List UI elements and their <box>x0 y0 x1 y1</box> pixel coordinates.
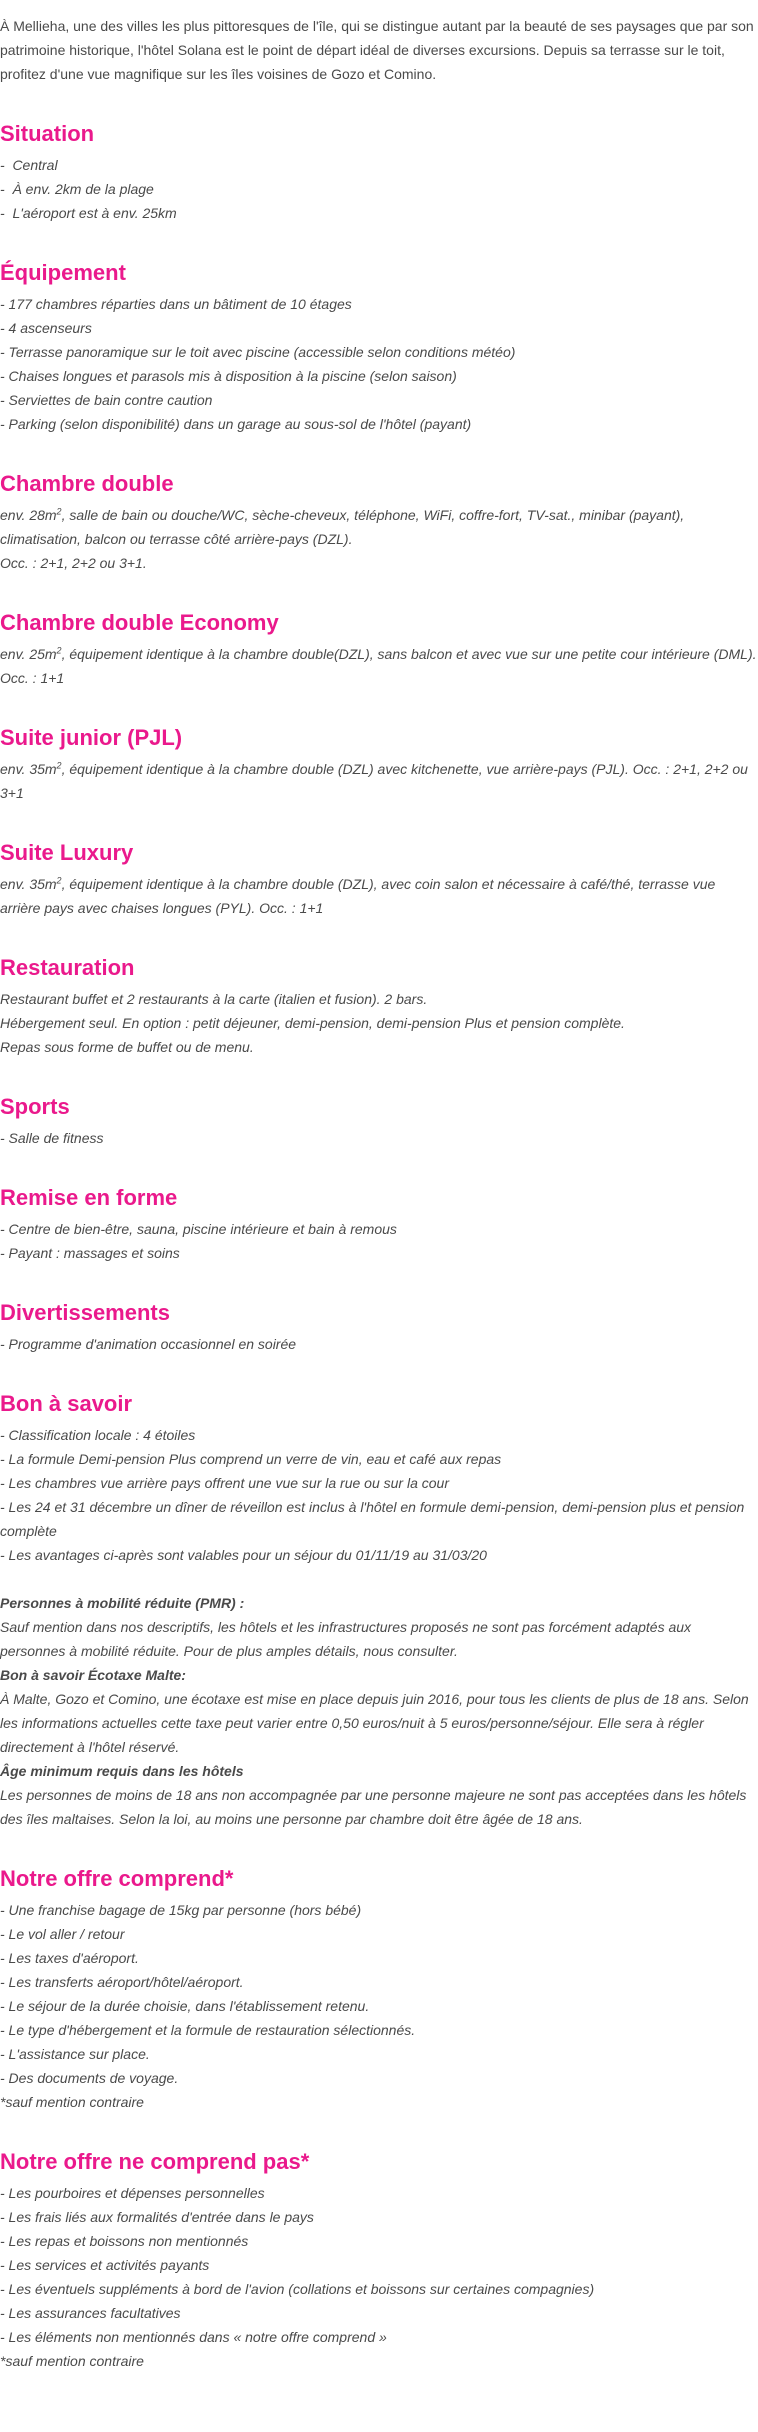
list-item: - La formule Demi-pension Plus comprend un verre de vin, eau et café aux repas <box>0 1451 502 1467</box>
list-item: - Les services et activités payants <box>0 2257 210 2273</box>
list-item: - L'aéroport est à env. 25km <box>0 205 177 221</box>
list-item: - Le type d'hébergement et la formule de restauration sélectionnés. <box>0 2022 416 2038</box>
list-item: - Les taxes d'aéroport. <box>0 1950 139 1966</box>
section-bon-a-savoir <box>0 1388 758 1831</box>
area-text: env. 28m <box>0 507 57 523</box>
heading-equipement: Équipement <box>0 260 126 285</box>
list-item: - Une franchise bagage de 15kg par personne (hors bébé) <box>0 1902 362 1918</box>
situation-list <box>0 153 758 225</box>
heading-suite-junior: Suite junior (PJL) <box>0 725 183 750</box>
list-item: - Les avantages ci-après sont valables pour un séjour du 01/11/19 au 31/03/20 <box>0 1547 487 1563</box>
pmr-text: Sauf mention dans nos descriptifs, les hôtels et les infrastructures proposés ne sont pas forcément adaptés aux personnes à mobilité réduite. Pour de plus amples détails, nous consulter. <box>0 1619 692 1659</box>
bon-list <box>0 1423 758 1567</box>
list-item: - Programme d'animation occasionnel en soirée <box>0 1336 297 1352</box>
chambre-double-occ: Occ. : 2+1, 2+2 ou 3+1. <box>0 555 147 571</box>
divert-list <box>0 1332 758 1356</box>
age-text: Les personnes de moins de 18 ans non accompagnée par une personne majeure ne sont pas acceptées dans les hôtels des îles maltaises. Selon la loi, au moins une personne par chambre doit être âgée de 18 ans. <box>0 1787 747 1827</box>
list-item: - Chaises longues et parasols mis à disposition à la piscine (selon saison) <box>0 368 457 384</box>
chambre-double-text <box>0 503 758 551</box>
section-suite-luxury <box>0 837 758 920</box>
heading-chambre-economy: Chambre double Economy <box>0 610 279 635</box>
list-item: - Des documents de voyage. <box>0 2070 179 2086</box>
list-item: - Serviettes de bain contre caution <box>0 392 213 408</box>
section-restauration <box>0 952 758 1059</box>
list-item: - 177 chambres réparties dans un bâtiment de 10 étages <box>0 296 352 312</box>
section-chambre-economy <box>0 607 758 690</box>
heading-bon-a-savoir: Bon à savoir <box>0 1391 133 1416</box>
list-item: - L'assistance sur place. <box>0 2046 150 2062</box>
list-item: - Le séjour de la durée choisie, dans l'établissement retenu. <box>0 1998 370 2014</box>
ecotaxe-heading: Bon à savoir Écotaxe Malte: <box>0 1667 186 1683</box>
list-item: - Parking (selon disponibilité) dans un garage au sous-sol de l'hôtel (payant) <box>0 416 472 432</box>
section-divertissements <box>0 1297 758 1356</box>
section-sports <box>0 1091 758 1150</box>
chambre-economy-text <box>0 642 758 690</box>
list-item: - 4 ascenseurs <box>0 320 92 336</box>
list-item: - Central <box>0 157 58 173</box>
list-item: - À env. 2km de la plage <box>0 181 154 197</box>
area-unit-sup: 2 <box>56 506 62 517</box>
description-text: , équipement identique à la chambre double(DZL), sans balcon et avec vue sur une petite cour intérieure (DML). Occ. : 1+1 <box>0 646 757 686</box>
list-item: - Les chambres vue arrière pays offrent une vue sur la rue ou sur la cour <box>0 1475 449 1491</box>
list-item: - Terrasse panoramique sur le toit avec piscine (accessible selon conditions météo) <box>0 344 516 360</box>
suite-luxury-text <box>0 872 758 920</box>
list-item: - Les éventuels suppléments à bord de l'avion (collations et boissons sur certaines compagnies) <box>0 2281 595 2297</box>
description-text: , équipement identique à la chambre double (DZL) avec kitchenette, vue arrière-pays (PJL). Occ. : 2+1, 2+2 ou 3+1 <box>0 761 748 801</box>
heading-suite-luxury: Suite Luxury <box>0 840 134 865</box>
restauration-line: Hébergement seul. En option : petit déjeuner, demi-pension, demi-pension Plus et pension complète. <box>0 1015 625 1031</box>
list-item: - Les assurances facultatives <box>0 2305 181 2321</box>
heading-offre-comprend: Notre offre comprend* <box>0 1866 234 1891</box>
section-remise-en-forme <box>0 1182 758 1265</box>
section-chambre-double <box>0 468 758 575</box>
heading-restauration: Restauration <box>0 955 135 980</box>
heading-chambre-double: Chambre double <box>0 471 174 496</box>
area-text: env. 35m <box>0 876 57 892</box>
hotel-description <box>0 14 758 2373</box>
area-text: env. 25m <box>0 646 57 662</box>
description-text: , salle de bain ou douche/WC, sèche-cheveux, téléphone, WiFi, coffre-fort, TV-sat., minibar (payant), climatisation, balcon ou terrasse côté arrière-pays (DZL). <box>0 507 685 547</box>
area-text: env. 35m <box>0 761 57 777</box>
equipement-list <box>0 292 758 436</box>
list-item: - Centre de bien-être, sauna, piscine intérieure et bain à remous <box>0 1221 397 1237</box>
area-unit-sup: 2 <box>56 645 62 656</box>
heading-remise-en-forme: Remise en forme <box>0 1185 178 1210</box>
list-item: - Les pourboires et dépenses personnelles <box>0 2185 265 2201</box>
list-item: - Payant : massages et soins <box>0 1245 180 1261</box>
offre-non-list <box>0 2181 758 2349</box>
restauration-line: Repas sous forme de buffet ou de menu. <box>0 1039 254 1055</box>
description-text: , équipement identique à la chambre double (DZL), avec coin salon et nécessaire à café/thé, terrasse vue arrière pays avec chaises longues (PYL). Occ. : 1+1 <box>0 876 716 916</box>
list-item: - Les 24 et 31 décembre un dîner de réveillon est inclus à l'hôtel en formule demi-pension, demi-pension plus et pension complète <box>0 1499 745 1539</box>
remise-list <box>0 1217 758 1265</box>
heading-divertissements: Divertissements <box>0 1300 170 1325</box>
list-item: - Les éléments non mentionnés dans « notre offre comprend » <box>0 2329 387 2345</box>
age-heading: Âge minimum requis dans les hôtels <box>0 1763 244 1779</box>
offre-non-note: *sauf mention contraire <box>0 2353 144 2369</box>
area-unit-sup: 2 <box>56 875 62 886</box>
spacer <box>0 1567 758 1591</box>
offre-list <box>0 1898 758 2090</box>
list-item: - Salle de fitness <box>0 1130 104 1146</box>
intro-text: À Mellieha, une des villes les plus pittoresques de l'île, qui se distingue autant par la beauté de ses paysages que par son patrimoine historique, l'hôtel Solana est le point de départ idéal de diverses excursions. Depuis sa terrasse sur le toit, profitez d'une vue magnifique sur les îles voisines de Gozo et Comino. <box>0 18 754 82</box>
suite-junior-text <box>0 757 758 805</box>
heading-situation: Situation <box>0 121 95 146</box>
list-item: - Les repas et boissons non mentionnés <box>0 2233 249 2249</box>
section-offre-ne-comprend-pas <box>0 2146 758 2373</box>
offre-note: *sauf mention contraire <box>0 2094 144 2110</box>
heading-sports: Sports <box>0 1094 70 1119</box>
ecotaxe-text: À Malte, Gozo et Comino, une écotaxe est mise en place depuis juin 2016, pour tous les clients de plus de 18 ans. Selon les informations actuelles cette taxe peut varier entre 0,50 euros/nuit à 5 euros/personne/séjour. Elle sera à régler directement à l'hôtel réservé. <box>0 1691 749 1755</box>
section-offre-comprend <box>0 1863 758 2114</box>
list-item: - Classification locale : 4 étoiles <box>0 1427 196 1443</box>
list-item: - Les transferts aéroport/hôtel/aéroport. <box>0 1974 244 1990</box>
restauration-line: Restaurant buffet et 2 restaurants à la carte (italien et fusion). 2 bars. <box>0 991 428 1007</box>
pmr-heading: Personnes à mobilité réduite (PMR) : <box>0 1595 245 1611</box>
area-unit-sup: 2 <box>56 760 62 771</box>
section-equipement <box>0 257 758 436</box>
list-item: - Le vol aller / retour <box>0 1926 125 1942</box>
section-situation <box>0 118 758 225</box>
list-item: - Les frais liés aux formalités d'entrée dans le pays <box>0 2209 314 2225</box>
section-suite-junior <box>0 722 758 805</box>
heading-offre-ne-comprend-pas: Notre offre ne comprend pas* <box>0 2149 310 2174</box>
sports-list <box>0 1126 758 1150</box>
